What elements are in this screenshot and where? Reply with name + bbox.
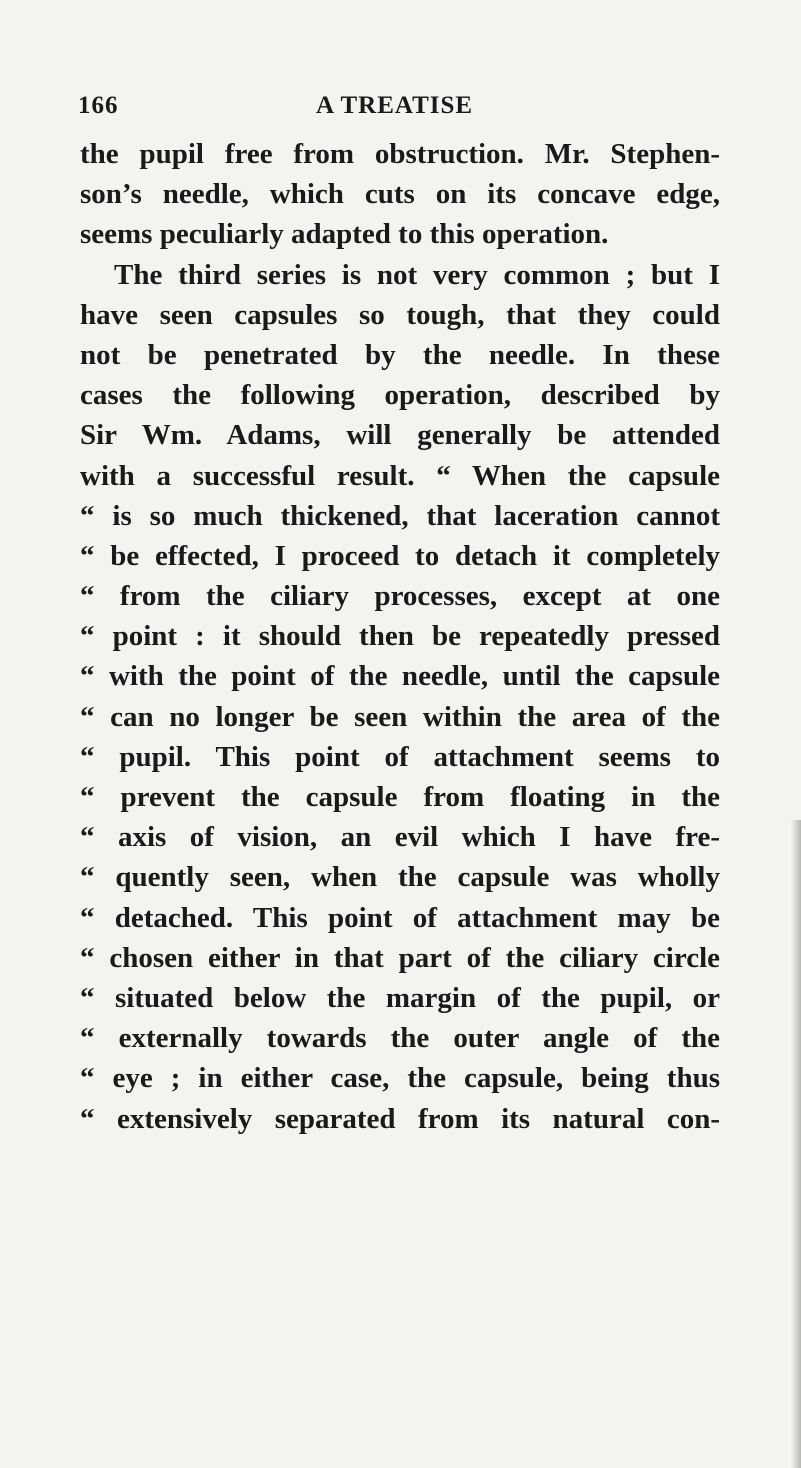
text-line: “ be effected, I proceed to detach it completely — [80, 539, 720, 572]
text-line: “ eye ; in either case, the capsule, being thus — [80, 1062, 720, 1095]
text-line: not be penetrated by the needle. In these — [80, 338, 720, 371]
text-line: have seen capsules so tough, that they could — [80, 298, 720, 331]
running-title: A TREATISE — [316, 92, 474, 119]
text-line: “ point : it should then be repeatedly pressed — [80, 620, 720, 653]
text-line: “ can no longer be seen within the area of the — [80, 700, 720, 733]
text-line: Sir Wm. Adams, will generally be attended — [80, 419, 720, 452]
text-line: with a successful result. “ When the capsule — [80, 459, 720, 492]
page-number: 166 — [78, 92, 119, 119]
text-line: “ is so much thickened, that laceration cannot — [80, 499, 720, 532]
text-line: “ extensively separated from its natural con- — [80, 1102, 720, 1135]
text-line: “ axis of vision, an evil which I have fre- — [80, 821, 720, 854]
body-text — [80, 134, 720, 1139]
text-line: “ from the ciliary processes, except at one — [80, 580, 720, 613]
text-line: “ chosen either in that part of the ciliary circle — [80, 941, 720, 974]
text-line: seems peculiarly adapted to this operation. — [80, 218, 609, 251]
text-line: son’s needle, which cuts on its concave edge, — [80, 178, 720, 211]
text-line: “ prevent the capsule from floating in the — [80, 781, 720, 813]
text-line: cases the following operation, described by — [80, 379, 720, 412]
page-edge-shadow — [791, 820, 801, 1468]
text-line: “ situated below the margin of the pupil, or — [80, 981, 720, 1014]
page-header — [78, 88, 738, 128]
text-line: “ quently seen, when the capsule was wholly — [80, 861, 720, 894]
text-line: “ externally towards the outer angle of the — [80, 1022, 720, 1055]
text-line: The third series is not very common ; but I — [114, 258, 720, 291]
text-line: “ detached. This point of attachment may be — [80, 901, 720, 934]
text-line: “ pupil. This point of attachment seems to — [80, 740, 720, 773]
text-line: the pupil free from obstruction. Mr. Stephen- — [80, 138, 720, 170]
text-line: “ with the point of the needle, until the capsule — [80, 660, 720, 693]
